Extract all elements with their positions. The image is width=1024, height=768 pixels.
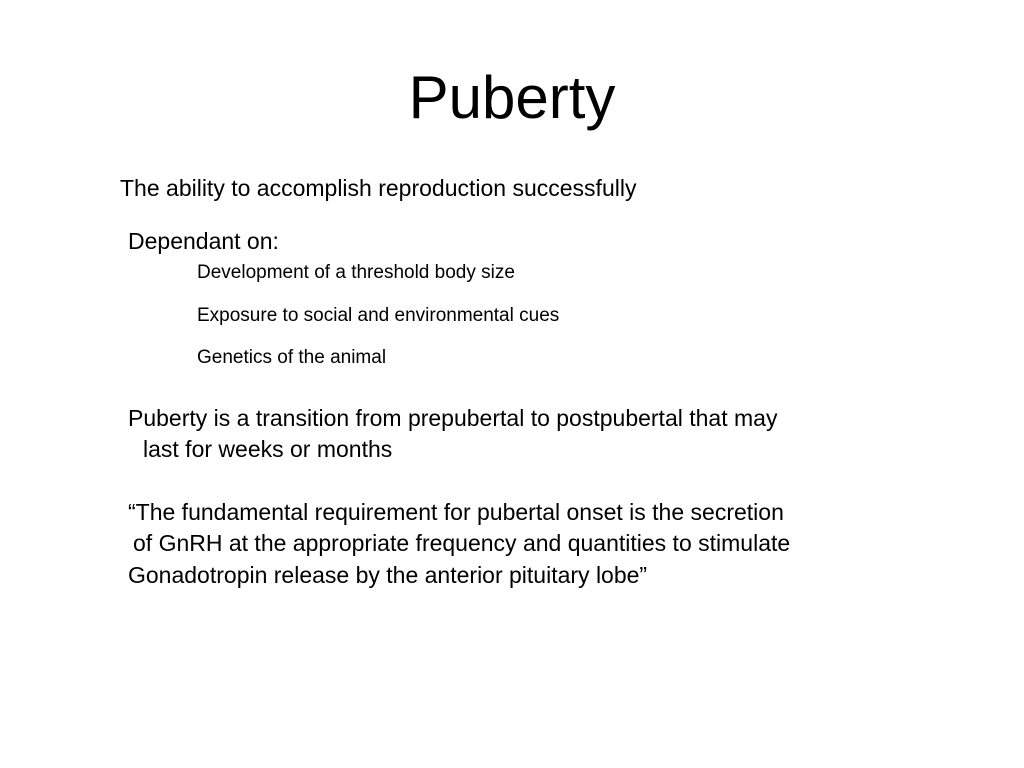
quote-text-line: Gonadotropin release by the anterior pituitary lobe”: [128, 562, 648, 588]
transition-text-line: Puberty is a transition from prepubertal to postpubertal that may: [128, 405, 778, 431]
dependency-item: Development of a threshold body size: [197, 262, 515, 283]
transition-text-line: last for weeks or months: [143, 436, 393, 462]
slide-title: Puberty: [408, 64, 616, 131]
quote-text-line: of GnRH at the appropriate frequency and quantities to stimulate: [133, 530, 791, 556]
dependant-heading: Dependant on:: [128, 228, 279, 254]
dependency-item: Genetics of the animal: [197, 347, 387, 368]
dependency-item: Exposure to social and environmental cues: [197, 305, 560, 326]
definition-text: The ability to accomplish reproduction successfully: [120, 175, 637, 201]
quote-text-line: “The fundamental requirement for pubertal onset is the secretion: [128, 499, 784, 525]
